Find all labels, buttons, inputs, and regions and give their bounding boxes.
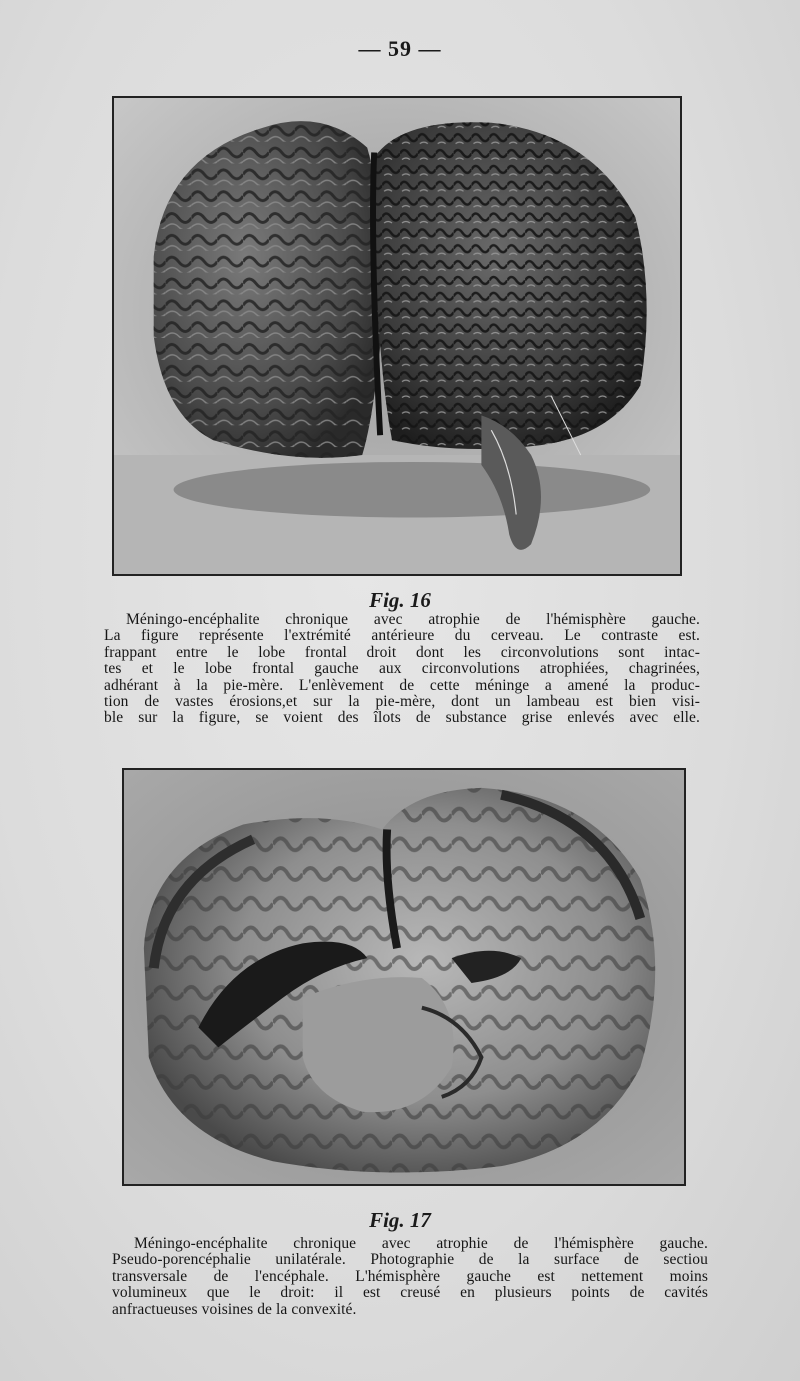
caption-line: Méningo-encéphalite chronique avec atrophie de l'hémisphère gauche. <box>134 1235 708 1252</box>
caption-line: anfractueuses voisines de la convexité. <box>112 1300 357 1318</box>
brain-section-photo-icon <box>124 770 684 1184</box>
brain-anterior-photo-icon <box>114 98 680 574</box>
caption-line: La figure représente l'extrémité antérieure du cerveau. Le contraste est. <box>104 627 700 645</box>
figure-16-label: Fig. 16 <box>369 588 431 612</box>
caption-line: ble sur la figure, se voient des îlots de substance grise enlevés avec elle. <box>104 709 700 727</box>
figure-17-photo <box>122 768 686 1186</box>
caption-line: Méningo-encéphalite chronique avec atrophie de l'hémisphère gauche. <box>126 611 700 628</box>
caption-line: frappant entre le lobe frontal droit dont les circonvolutions sont intac- <box>104 643 700 661</box>
caption-line: transversale de l'encéphale. L'hémisphère gauche est nettement moins <box>112 1267 708 1285</box>
page-number: — 59 — <box>358 36 442 61</box>
figure-17-caption <box>112 1236 708 1318</box>
caption-line: tion de vastes érosions,et sur la pie-mère, dont un lambeau est bien visi- <box>104 693 700 711</box>
figure-16-caption <box>104 612 700 727</box>
figure-17-label: Fig. 17 <box>369 1208 431 1232</box>
caption-line: volumineux que le droit: il est creusé en plusieurs points de cavités <box>112 1284 708 1302</box>
caption-line: tes et le lobe frontal gauche aux circonvolutions atrophiées, chagrinées, <box>104 660 700 678</box>
caption-line: Pseudo-porencéphalie unilatérale. Photographie de la surface de sectiou <box>112 1251 708 1269</box>
caption-line: adhérant à la pie-mère. L'enlèvement de cette méninge a amené la produc- <box>104 676 700 694</box>
figure-16-photo <box>112 96 682 576</box>
